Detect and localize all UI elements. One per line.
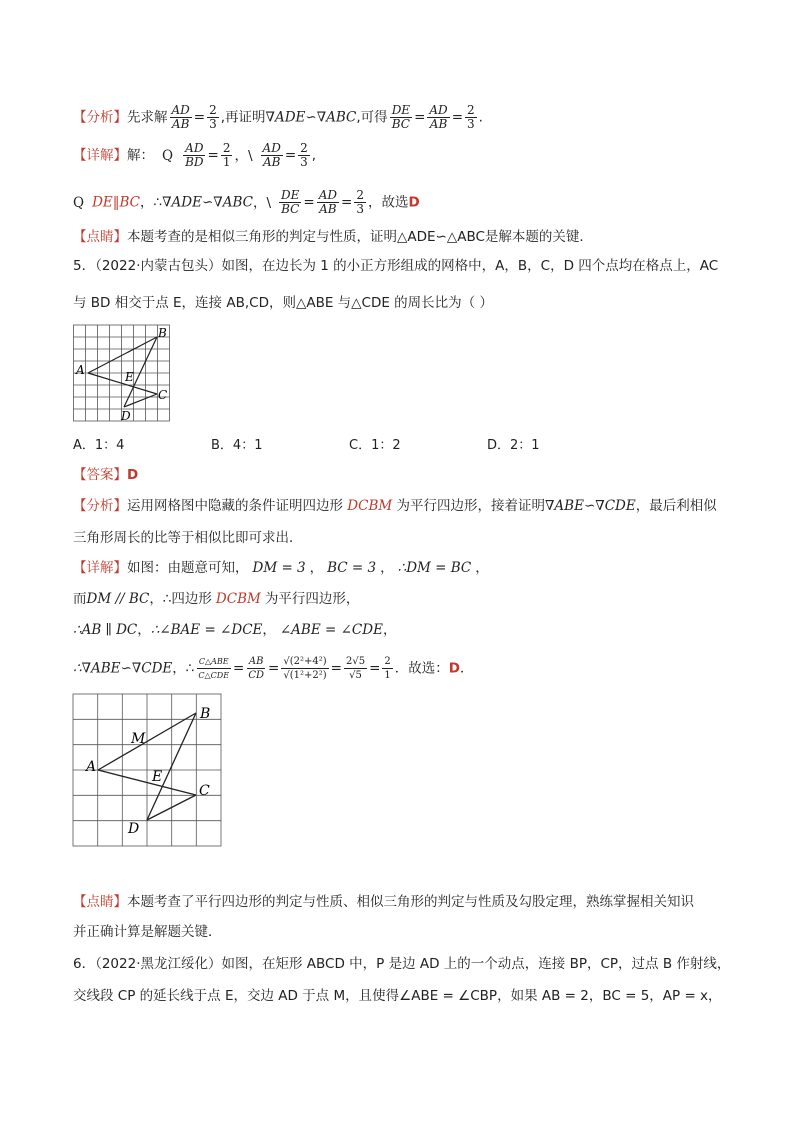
question-6-line-2: 交线段 CP 的延长线于点 E，交边 AD 于点 M，且使得∠ABE = ∠CBP，如果 AB = 2，BC = 5，AP = x， bbox=[73, 988, 722, 1004]
label-m: M bbox=[131, 731, 146, 747]
label-b: B bbox=[200, 706, 211, 722]
comment-line: 【点睛】本题考查的是相似三角形的判定与性质，证明△ADE∽△ABC是解本题的关键． bbox=[73, 229, 593, 245]
option-d[interactable]: D．2：1 bbox=[487, 438, 540, 453]
fraction: $\frac{2}{3}$ bbox=[300, 141, 308, 169]
option-c[interactable]: C．1：2 bbox=[349, 438, 401, 453]
detail-line-1: 【详解】解： Q $\frac{AD}{BD}$ = $\frac{2}{1}$ ，\ $\frac{AD}{AB}$ = $\frac{2}{3}$ , bbox=[73, 141, 317, 169]
fraction: $\frac{AD}{AB}$ bbox=[318, 188, 338, 216]
label-d: D bbox=[121, 409, 131, 423]
analysis-tag: 【分析】 bbox=[73, 109, 127, 126]
fraction: $\frac{DE}{BC}$ bbox=[281, 188, 300, 216]
fraction: $\frac{2}{3}$ bbox=[356, 188, 364, 216]
analysis-5-line-1: 【分析】运用网格图中隐藏的条件证明四边形 DCBM 为平行四边形，接着证明∇ABE∽∇CDE，最后利相似 bbox=[73, 498, 717, 514]
label-a: A bbox=[86, 759, 97, 775]
fraction: $\frac{AD}{BD}$ bbox=[185, 141, 204, 169]
label-c: C bbox=[158, 388, 168, 402]
fraction: $\frac{2}{1}$ bbox=[384, 656, 391, 681]
comment-5-line-2: 并正确计算是解题关键． bbox=[73, 924, 222, 940]
label-d: D bbox=[128, 821, 140, 837]
fraction: $\frac{AD}{AB}$ bbox=[429, 103, 448, 131]
question-5-line-2: 与 BD 相交于点 E，连接 AB,CD，则△ABE 与△CDE 的周长比为（ ） bbox=[73, 295, 493, 311]
detail-5-line-4: ∴∇ABE∽∇CDE，∴ $\frac{\text{C△ABE}}{\text{C△CDE}}$ = $\frac{AB}{CD}$ = $\frac{\text{√(2²+4²)}}{\text{√(1²+2²)}}$ = $\frac{2√5}{√5}$ = $\frac{2}{1}$ ．故选：D． bbox=[73, 656, 474, 681]
analysis-5-line-2: 三角形周长的比等于相似比即可求出． bbox=[73, 530, 303, 546]
label-c: C bbox=[199, 783, 210, 799]
fraction: $\frac{DE}{BC}$ bbox=[391, 103, 411, 131]
detail-5-line-3: ∴AB ∥ DC，∴∠BAE = ∠DCE， ∠ABE = ∠CDE， bbox=[73, 622, 397, 638]
comment-5-line-1: 【点睛】本题考查了平行四边形的判定与性质、相似三角形的判定与性质及勾股定理，熟练掌握相关知识 bbox=[73, 894, 694, 910]
detail-line-2: Q DE‖BC，∴∇ADE∽∇ABC，\ $\frac{DE}{BC}$ = $\frac{AD}{AB}$ = $\frac{2}{3}$ ，故选D bbox=[73, 188, 420, 216]
question-5-line-1: 5．（2022·内蒙古包头）如图，在边长为 1 的小正方形组成的网格中，A，B，C，D 四个点均在格点上，AC bbox=[73, 258, 719, 274]
fraction: $\frac{2√5}{√5}$ bbox=[345, 656, 366, 681]
label-e: E bbox=[125, 370, 134, 384]
fraction: $\frac{2}{3}$ bbox=[209, 103, 217, 131]
fraction: $\frac{2}{1}$ bbox=[222, 141, 231, 169]
label-a: A bbox=[76, 363, 85, 377]
label-e: E bbox=[152, 769, 163, 785]
question-6-line-1: 6．（2022·黑龙江绥化）如图，在矩形 ABCD 中，P 是边 AD 上的一个动点，连接 BP，CP，过点 B 作射线， bbox=[73, 956, 731, 972]
analysis-text: 先求解 bbox=[127, 109, 168, 126]
analysis-line-1: 【分析】先求解 $\frac{AD}{AB}$ = $\frac{2}{3}$ ,再证明∇ADE∽∇ABC,可得 $\frac{DE}{BC}$ = $\frac{AD}{AB}$ = $\frac{2}{3}$ . bbox=[73, 103, 483, 131]
detail-tag: 【详解】 bbox=[73, 147, 127, 164]
fraction: $\frac{AB}{CD}$ bbox=[248, 656, 265, 681]
grid-figure-1 bbox=[73, 324, 173, 424]
fraction: $\frac{AD}{AB}$ bbox=[262, 141, 281, 169]
fraction: $\frac{AD}{AB}$ bbox=[171, 103, 190, 131]
fraction: $\frac{\text{C△ABE}}{\text{C△CDE}}$ bbox=[198, 657, 230, 680]
answer-line: 【答案】D bbox=[73, 467, 139, 483]
fraction: $\frac{\text{√(2²+4²)}}{\text{√(1²+2²)}}$ bbox=[283, 656, 327, 681]
grid-figure-2 bbox=[72, 693, 224, 849]
detail-5-line-2: 而DM // BC，∴四边形 DCBM 为平行四边形， bbox=[73, 591, 360, 607]
fraction: $\frac{2}{3}$ bbox=[467, 103, 475, 131]
detail-5-line-1: 【详解】如图：由题意可知， DM = 3 ， BC = 3 ， ∴DM = BC ， bbox=[73, 560, 489, 576]
option-a[interactable]: A．1：4 bbox=[73, 438, 125, 453]
option-b[interactable]: B．4：1 bbox=[211, 438, 263, 453]
label-b: B bbox=[158, 326, 167, 340]
